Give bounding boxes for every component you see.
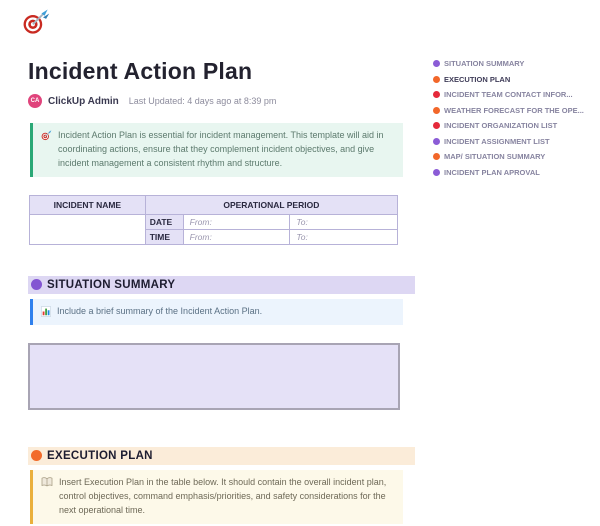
- col-header-incident-name[interactable]: INCIDENT NAME: [30, 195, 146, 214]
- execution-plan-heading[interactable]: [28, 447, 415, 465]
- situation-callout-text[interactable]: Include a brief summary of the Incident Action Plan.: [57, 305, 263, 316]
- toc-bullet-icon: [433, 76, 440, 83]
- target-dart-icon-svg: [22, 8, 50, 36]
- page-title[interactable]: Incident Action Plan: [28, 58, 253, 84]
- execution-bullet-icon: [31, 450, 42, 461]
- date-to-field[interactable]: To:: [290, 214, 398, 229]
- toc-bullet-icon: [433, 60, 440, 67]
- time-row-label: TIME: [145, 229, 183, 244]
- author-avatar[interactable]: CA: [28, 94, 42, 108]
- toc-item-incident-team-contact[interactable]: INCIDENT TEAM CONTACT INFOR...: [433, 90, 584, 99]
- toc-bullet-icon: [433, 91, 440, 98]
- execution-heading-text: EXECUTION PLAN: [47, 449, 153, 462]
- incident-name-cell[interactable]: [30, 214, 146, 244]
- toc-bullet-icon: [433, 122, 440, 129]
- situation-heading-text: SITUATION SUMMARY: [47, 278, 176, 291]
- toc-item-incident-organization-list[interactable]: INCIDENT ORGANIZATION LIST: [433, 121, 584, 130]
- toc-item-incident-assignment-list[interactable]: INCIDENT ASSIGNMENT LIST: [433, 137, 584, 146]
- target-dart-icon: [41, 130, 52, 141]
- toc-item-weather-forecast[interactable]: WEATHER FORECAST FOR THE OPE...: [433, 106, 584, 115]
- toc-bullet-icon: [433, 153, 440, 160]
- document-page: [0, 8, 600, 526]
- last-updated-text: Last Updated: 4 days ago at 8:39 pm: [128, 96, 277, 106]
- toc-bullet-icon: [433, 107, 440, 114]
- time-to-field[interactable]: To:: [290, 229, 398, 244]
- execution-callout[interactable]: [30, 470, 403, 524]
- open-book-icon: [41, 477, 53, 487]
- toc-item-incident-plan-approval[interactable]: INCIDENT PLAN APROVAL: [433, 168, 584, 177]
- toc-item-situation-summary[interactable]: SITUATION SUMMARY: [433, 59, 584, 68]
- situation-notes-box[interactable]: [28, 343, 400, 410]
- situation-summary-heading[interactable]: [28, 276, 415, 294]
- execution-callout-text[interactable]: Insert Execution Plan in the table below. It should contain the overall incident plan, control objectives, command emphasis/priorities, and safety considerations for the next operational time.: [59, 476, 387, 515]
- incident-table: [29, 195, 398, 245]
- toc-item-execution-plan[interactable]: EXECUTION PLAN: [433, 75, 584, 84]
- doc-target-dart-icon[interactable]: [22, 8, 50, 36]
- date-row-label: DATE: [145, 214, 183, 229]
- author-name[interactable]: ClickUp Admin: [48, 95, 119, 107]
- col-header-operational-period[interactable]: OPERATIONAL PERIOD: [145, 195, 397, 214]
- toc-item-map-situation-summary[interactable]: MAP/ SITUATION SUMMARY: [433, 152, 584, 161]
- toc-bullet-icon: [433, 169, 440, 176]
- bar-chart-icon: [41, 306, 51, 317]
- toc-bullet-icon: [433, 138, 440, 145]
- intro-callout[interactable]: [30, 123, 403, 177]
- table-of-contents: [433, 59, 584, 183]
- intro-callout-text[interactable]: Incident Action Plan is essential for incident management. This template will aid in coordinating actions, ensure that they complement incident objectives, and give incident management a consistent rhythm and structure.: [58, 130, 384, 168]
- table-row: [30, 214, 398, 229]
- situation-callout[interactable]: [30, 299, 403, 325]
- table-header-row: [30, 195, 398, 214]
- date-from-field[interactable]: From:: [183, 214, 290, 229]
- situation-bullet-icon: [31, 279, 42, 290]
- time-from-field[interactable]: From:: [183, 229, 290, 244]
